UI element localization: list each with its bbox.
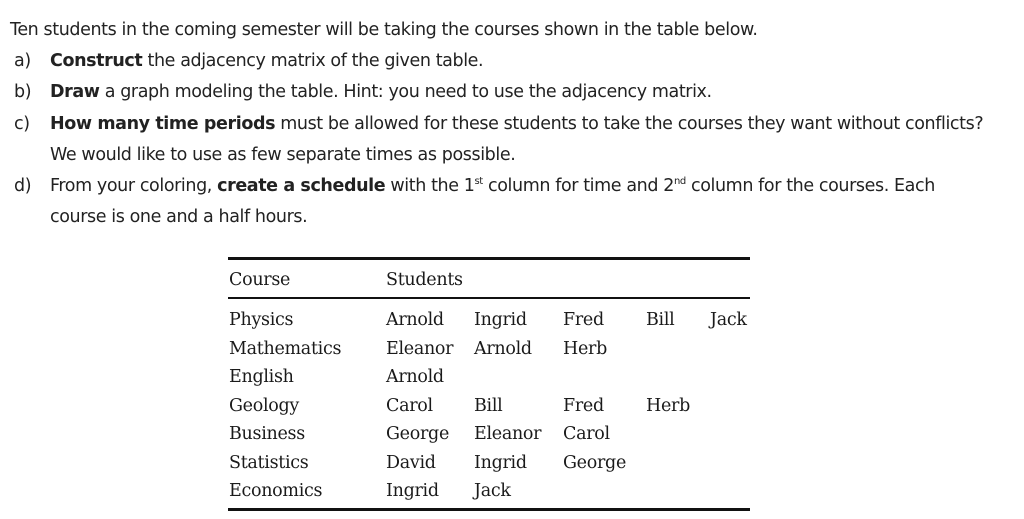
course-name: Statistics xyxy=(229,453,309,473)
student-name: Bill xyxy=(474,396,503,416)
ordinal-suffix: st xyxy=(474,176,483,187)
student-name: Carol xyxy=(386,396,433,416)
question-keyword: Construct xyxy=(50,51,143,71)
student-name: Arnold xyxy=(474,339,532,359)
question-text xyxy=(50,113,983,135)
course-name: Physics xyxy=(229,310,294,330)
question-label: d) xyxy=(14,176,32,196)
student-name: Fred xyxy=(563,396,604,416)
question-keyword: How many time periods xyxy=(50,114,276,134)
question-continuation: We would like to use as few separate times as possible. xyxy=(50,145,516,165)
question-body: the adjacency matrix of the given table. xyxy=(142,51,484,71)
student-name: Eleanor xyxy=(386,339,454,359)
table-top-rule xyxy=(228,257,750,260)
course-name: Mathematics xyxy=(229,339,342,359)
question-body: column for time and 2 xyxy=(482,176,674,196)
question-keyword: create a schedule xyxy=(217,176,386,196)
question-label: b) xyxy=(14,82,32,102)
student-name: Carol xyxy=(563,424,610,444)
student-name: Ingrid xyxy=(474,453,527,473)
question-body: with the 1 xyxy=(385,176,475,196)
student-name: Arnold xyxy=(386,367,444,387)
student-name: Bill xyxy=(646,310,675,330)
question-text xyxy=(50,175,935,197)
student-name: Herb xyxy=(563,339,607,359)
question-body: From your coloring, xyxy=(50,176,218,196)
course-name: Business xyxy=(229,424,305,444)
ordinal-suffix: nd xyxy=(673,176,686,187)
question-body: must be allowed for these students to take the courses they want without conflicts? xyxy=(275,114,984,134)
student-name: Herb xyxy=(646,396,690,416)
student-name: Eleanor xyxy=(474,424,542,444)
course-name: English xyxy=(229,367,294,387)
question-label: c) xyxy=(14,114,30,134)
question-text xyxy=(50,50,483,72)
student-name: Ingrid xyxy=(386,481,439,501)
question-continuation: course is one and a half hours. xyxy=(50,207,308,227)
student-name: George xyxy=(386,424,449,444)
question-keyword: Draw xyxy=(50,82,100,102)
student-name: George xyxy=(563,453,626,473)
table-header-rule xyxy=(228,297,750,299)
question-text xyxy=(50,81,712,103)
student-name: Ingrid xyxy=(474,310,527,330)
course-name: Economics xyxy=(229,481,323,501)
course-name: Geology xyxy=(229,396,299,416)
header-students: Students xyxy=(386,270,463,290)
student-name: Arnold xyxy=(386,310,444,330)
student-name: David xyxy=(386,453,436,473)
student-name: Fred xyxy=(563,310,604,330)
intro-text: Ten students in the coming semester will be taking the courses shown in the table below. xyxy=(10,20,758,40)
student-name: Jack xyxy=(474,481,511,501)
header-course: Course xyxy=(229,270,291,290)
student-name: Jack xyxy=(710,310,747,330)
question-body: a graph modeling the table. Hint: you need to use the adjacency matrix. xyxy=(99,82,712,102)
question-body: column for the courses. Each xyxy=(685,176,935,196)
question-label: a) xyxy=(14,51,31,71)
table-bottom-rule xyxy=(228,508,750,511)
